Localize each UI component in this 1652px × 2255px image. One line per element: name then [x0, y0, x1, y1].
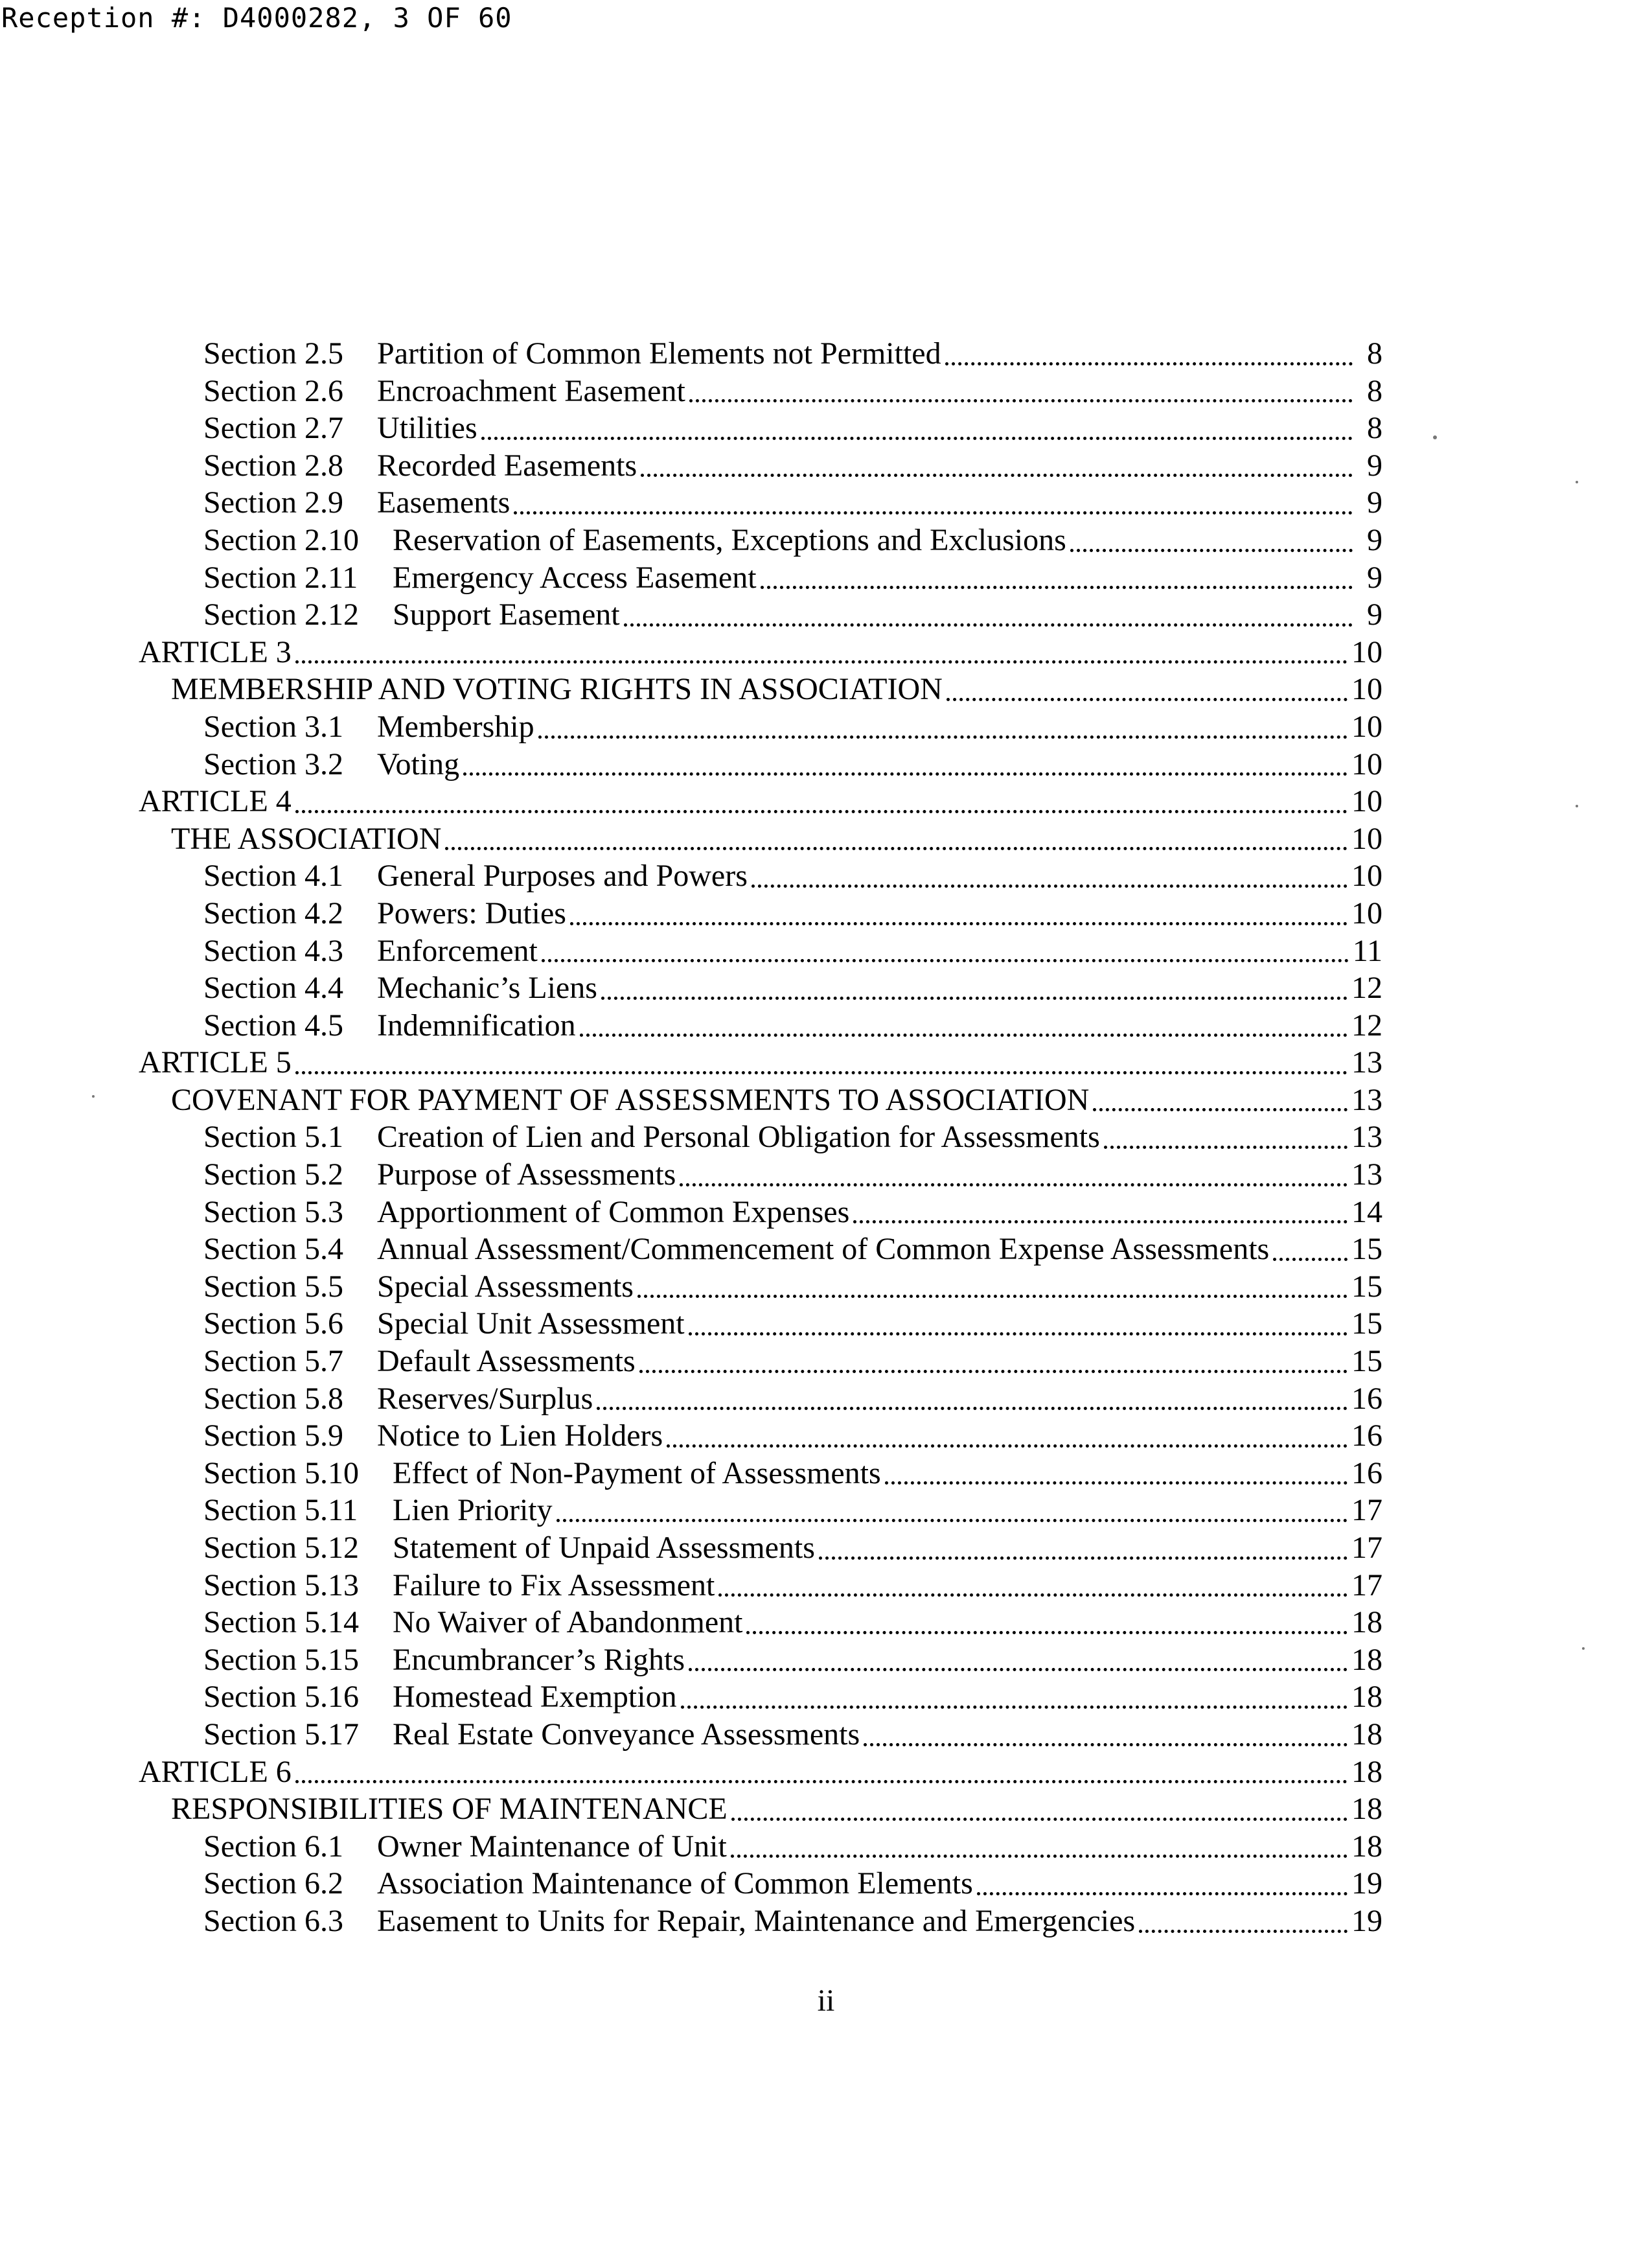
toc-section-number: Section 5.12 — [203, 1531, 359, 1565]
toc-entry-heading — [139, 1791, 1382, 1829]
toc-entry-section — [139, 1829, 1382, 1866]
toc-entry-title: RESPONSIBILITIES OF MAINTENANCE — [171, 1792, 728, 1827]
toc-page-number: 16 — [1351, 1455, 1382, 1490]
dot-leader — [689, 1668, 1348, 1671]
toc-section-number: Section 2.12 — [203, 597, 359, 632]
dot-leader — [946, 698, 1348, 701]
toc-page-number: 13 — [1351, 1045, 1382, 1080]
toc-section-number: Section 5.9 — [203, 1418, 343, 1453]
toc-section-number: Section 5.14 — [203, 1605, 359, 1640]
toc-page-number: 16 — [1351, 1418, 1382, 1453]
toc-page-number: 13 — [1351, 1082, 1382, 1117]
toc-page-number: 18 — [1351, 1680, 1382, 1715]
toc-page-number: 15 — [1351, 1306, 1382, 1341]
toc-section-number: Section 5.1 — [203, 1120, 343, 1155]
dot-leader — [624, 623, 1353, 627]
toc-section-number: Section 2.6 — [203, 373, 343, 408]
scan-speck — [1576, 805, 1578, 807]
toc-section-number: Section 2.8 — [203, 448, 343, 483]
toc-entry-title: Reserves/Surplus — [377, 1381, 593, 1416]
dot-leader — [1093, 1108, 1348, 1111]
toc-page-number: 13 — [1351, 1120, 1382, 1155]
toc-entry-title: Powers: Duties — [377, 896, 566, 931]
toc-page-number: 19 — [1351, 1903, 1382, 1938]
toc-entry-title: Default Assessments — [377, 1344, 636, 1379]
dot-leader — [819, 1556, 1348, 1560]
toc-section-number: Section 4.1 — [203, 859, 343, 894]
toc-entry-title: Encumbrancer’s Rights — [393, 1642, 685, 1677]
dot-leader — [1139, 1930, 1348, 1933]
toc-section-number: Section 5.10 — [203, 1455, 359, 1490]
dot-leader — [667, 1444, 1348, 1448]
toc-page-number: 9 — [1367, 597, 1382, 632]
toc-section-number: Section 4.3 — [203, 933, 343, 968]
toc-entry-title: Apportionment of Common Expenses — [377, 1194, 850, 1229]
toc-page-number: 9 — [1367, 560, 1382, 595]
dot-leader — [597, 1407, 1348, 1410]
toc-entry-section — [139, 1717, 1382, 1754]
scan-speck — [1433, 435, 1437, 439]
dot-leader — [689, 399, 1353, 402]
toc-entry-title: ARTICLE 3 — [139, 634, 292, 669]
toc-entry-section — [139, 1418, 1382, 1455]
dot-leader — [977, 1892, 1348, 1895]
toc-entry-section — [139, 709, 1382, 746]
toc-page-number: 17 — [1351, 1493, 1382, 1528]
toc-entry-section — [139, 1194, 1382, 1232]
dot-leader — [681, 1706, 1348, 1709]
dot-leader — [295, 1780, 1348, 1783]
dot-leader — [538, 735, 1348, 739]
toc-entry-section — [139, 597, 1382, 634]
toc-section-number: Section 5.3 — [203, 1194, 343, 1229]
toc-page-number: 18 — [1351, 1642, 1382, 1677]
toc-entry-section — [139, 1343, 1382, 1381]
toc-entry-title: Purpose of Assessments — [377, 1157, 676, 1192]
toc-section-number: Section 3.2 — [203, 746, 343, 781]
toc-entry-section — [139, 1269, 1382, 1306]
toc-entry-section — [139, 1530, 1382, 1567]
toc-entry-title: Homestead Exemption — [393, 1680, 677, 1715]
toc-page-number: 8 — [1367, 373, 1382, 408]
toc-entry-title: Mechanic’s Liens — [377, 971, 597, 1006]
toc-section-number: Section 5.11 — [203, 1493, 358, 1528]
dot-leader — [295, 1071, 1348, 1074]
dot-leader — [514, 511, 1353, 515]
toc-entry-title: Voting — [377, 746, 460, 781]
toc-page-number: 9 — [1367, 522, 1382, 557]
toc-page-number: 10 — [1351, 896, 1382, 931]
toc-page-number: 10 — [1351, 821, 1382, 856]
toc-entry-title: ARTICLE 4 — [139, 784, 292, 819]
toc-section-number: Section 5.13 — [203, 1567, 359, 1602]
toc-section-number: Section 3.1 — [203, 709, 343, 744]
toc-entry-section — [139, 560, 1382, 597]
dot-leader — [1104, 1146, 1348, 1149]
toc-section-number: Section 5.16 — [203, 1680, 359, 1715]
toc-entry-title: Association Maintenance of Common Elements — [377, 1866, 973, 1901]
toc-page-number: 17 — [1351, 1567, 1382, 1602]
page-number: ii — [817, 1983, 835, 2018]
toc-page-number: 18 — [1351, 1792, 1382, 1827]
dot-leader — [601, 997, 1348, 1000]
toc-page-number: 15 — [1351, 1269, 1382, 1304]
toc-entry-article — [139, 783, 1382, 821]
toc-entry-title: ARTICLE 6 — [139, 1754, 292, 1789]
toc-entry-section — [139, 485, 1382, 522]
dot-leader — [463, 772, 1348, 776]
toc-entry-heading — [139, 671, 1382, 709]
toc-entry-title: Real Estate Conveyance Assessments — [393, 1717, 860, 1752]
toc-page-number: 14 — [1351, 1194, 1382, 1229]
toc-page-number: 18 — [1351, 1754, 1382, 1789]
dot-leader — [542, 959, 1349, 962]
toc-entry-section — [139, 1492, 1382, 1530]
toc-section-number: Section 5.8 — [203, 1381, 343, 1416]
toc-entry-section — [139, 1157, 1382, 1194]
toc-entry-section — [139, 746, 1382, 784]
toc-entry-section — [139, 1455, 1382, 1493]
toc-page-number: 12 — [1351, 1008, 1382, 1043]
toc-entry-section — [139, 1008, 1382, 1045]
dot-leader — [864, 1743, 1348, 1746]
dot-leader — [637, 1295, 1348, 1298]
toc-entry-title: MEMBERSHIP AND VOTING RIGHTS IN ASSOCIATION — [171, 672, 943, 707]
toc-page-number: 10 — [1351, 859, 1382, 894]
toc-entry-title: Membership — [377, 709, 534, 744]
toc-entry-section — [139, 933, 1382, 971]
toc-entry-title: Encroachment Easement — [377, 373, 685, 408]
dot-leader — [718, 1593, 1348, 1597]
toc-entry-title: Notice to Lien Holders — [377, 1418, 663, 1453]
dot-leader — [731, 1855, 1348, 1858]
toc-entry-title: Partition of Common Elements not Permitted — [377, 336, 941, 371]
toc-page-number: 19 — [1351, 1866, 1382, 1901]
toc-entry-title: Failure to Fix Assessment — [393, 1567, 715, 1602]
toc-section-number: Section 6.3 — [203, 1903, 343, 1938]
toc-section-number: Section 5.2 — [203, 1157, 343, 1192]
dot-leader — [295, 660, 1348, 664]
dot-leader — [761, 586, 1353, 589]
dot-leader — [445, 847, 1348, 850]
toc-section-number: Section 2.9 — [203, 485, 343, 520]
toc-section-number: Section 5.6 — [203, 1306, 343, 1341]
toc-entry-title: No Waiver of Abandonment — [393, 1605, 743, 1640]
toc-entry-title: Statement of Unpaid Assessments — [393, 1531, 815, 1565]
toc-entry-section — [139, 448, 1382, 485]
toc-section-number: Section 2.5 — [203, 336, 343, 371]
toc-page-number: 11 — [1352, 933, 1382, 968]
toc-entry-title: General Purposes and Powers — [377, 859, 748, 894]
toc-entry-section — [139, 970, 1382, 1008]
toc-page-number: 10 — [1351, 634, 1382, 669]
toc-section-number: Section 6.1 — [203, 1829, 343, 1864]
toc-entry-section — [139, 896, 1382, 933]
dot-leader — [746, 1631, 1348, 1634]
scan-speck — [92, 1095, 95, 1098]
toc-page-number: 15 — [1351, 1232, 1382, 1267]
toc-section-number: Section 2.10 — [203, 522, 359, 557]
toc-entry-title: Recorded Easements — [377, 448, 637, 483]
dot-leader — [580, 1034, 1348, 1037]
toc-page-number: 9 — [1367, 448, 1382, 483]
dot-leader — [680, 1183, 1348, 1186]
dot-leader — [689, 1332, 1348, 1336]
toc-entry-title: THE ASSOCIATION — [171, 821, 442, 856]
table-of-contents — [139, 336, 1382, 1941]
toc-entry-section — [139, 1866, 1382, 1903]
dot-leader — [731, 1818, 1348, 1821]
toc-page-number: 10 — [1351, 784, 1382, 819]
dot-leader — [295, 810, 1348, 813]
toc-entry-title: Support Easement — [393, 597, 620, 632]
toc-entry-section — [139, 1119, 1382, 1157]
toc-entry-title: Emergency Access Easement — [393, 560, 757, 595]
toc-entry-section — [139, 1231, 1382, 1269]
toc-entry-article — [139, 1754, 1382, 1792]
toc-page-number: 10 — [1351, 709, 1382, 744]
toc-page-number: 18 — [1351, 1717, 1382, 1752]
toc-entry-title: Lien Priority — [393, 1493, 553, 1528]
toc-page-number: 15 — [1351, 1344, 1382, 1379]
toc-section-number: Section 4.4 — [203, 971, 343, 1006]
toc-entry-title: Reservation of Easements, Exceptions and Exclusions — [393, 522, 1066, 557]
toc-entry-section — [139, 1306, 1382, 1343]
toc-entry-title: Indemnification — [377, 1008, 576, 1043]
toc-page-number: 10 — [1351, 672, 1382, 707]
toc-entry-title: Special Assessments — [377, 1269, 634, 1304]
scan-speck — [1576, 481, 1578, 483]
dot-leader — [641, 474, 1353, 477]
toc-entry-section — [139, 1903, 1382, 1941]
toc-entry-title: Easement to Units for Repair, Maintenance and Emergencies — [377, 1903, 1136, 1938]
toc-section-number: Section 6.2 — [203, 1866, 343, 1901]
toc-entry-article — [139, 1045, 1382, 1082]
toc-page-number: 10 — [1351, 746, 1382, 781]
toc-entry-section — [139, 373, 1382, 411]
toc-entry-title: Utilities — [377, 411, 477, 446]
toc-entry-title: COVENANT FOR PAYMENT OF ASSESSMENTS TO ASSOCIATION — [171, 1082, 1090, 1117]
dot-leader — [853, 1220, 1348, 1223]
toc-section-number: Section 5.17 — [203, 1717, 359, 1752]
toc-section-number: Section 4.2 — [203, 896, 343, 931]
toc-page-number: 18 — [1351, 1605, 1382, 1640]
toc-entry-title: Effect of Non-Payment of Assessments — [393, 1455, 881, 1490]
toc-entry-title: Easements — [377, 485, 511, 520]
toc-entry-section — [139, 336, 1382, 373]
dot-leader — [885, 1481, 1348, 1485]
toc-page-number: 9 — [1367, 485, 1382, 520]
toc-entry-article — [139, 634, 1382, 672]
toc-entry-section — [139, 1679, 1382, 1717]
toc-section-number: Section 2.7 — [203, 411, 343, 446]
toc-section-number: Section 5.4 — [203, 1232, 343, 1267]
toc-entry-title: ARTICLE 5 — [139, 1045, 292, 1080]
toc-entry-section — [139, 410, 1382, 448]
toc-entry-title: Owner Maintenance of Unit — [377, 1829, 727, 1864]
dot-leader — [570, 922, 1348, 925]
toc-entry-title: Enforcement — [377, 933, 538, 968]
toc-entry-heading — [139, 821, 1382, 859]
toc-page-number: 12 — [1351, 971, 1382, 1006]
toc-entry-section — [139, 1381, 1382, 1418]
toc-page-number: 13 — [1351, 1157, 1382, 1192]
toc-entry-section — [139, 522, 1382, 560]
toc-page-number: 18 — [1351, 1829, 1382, 1864]
toc-section-number: Section 5.7 — [203, 1344, 343, 1379]
toc-page-number: 8 — [1367, 411, 1382, 446]
reception-header: Reception #: D4000282, 3 OF 60 — [1, 2, 512, 34]
toc-page-number: 8 — [1367, 336, 1382, 371]
toc-section-number: Section 4.5 — [203, 1008, 343, 1043]
toc-entry-section — [139, 1642, 1382, 1680]
toc-page-number: 16 — [1351, 1381, 1382, 1416]
toc-entry-section — [139, 1567, 1382, 1605]
toc-entry-title: Annual Assessment/Commencement of Common Expense Assessments — [377, 1232, 1270, 1267]
toc-section-number: Section 2.11 — [203, 560, 358, 595]
toc-entry-section — [139, 1604, 1382, 1642]
toc-entry-section — [139, 858, 1382, 896]
toc-entry-title: Creation of Lien and Personal Obligation for Assessments — [377, 1120, 1100, 1155]
toc-page-number: 17 — [1351, 1531, 1382, 1565]
dot-leader — [481, 437, 1353, 440]
toc-entry-title: Special Unit Assessment — [377, 1306, 685, 1341]
dot-leader — [1273, 1258, 1348, 1261]
dot-leader — [556, 1519, 1348, 1522]
toc-entry-heading — [139, 1082, 1382, 1120]
toc-section-number: Section 5.15 — [203, 1642, 359, 1677]
toc-section-number: Section 5.5 — [203, 1269, 343, 1304]
dot-leader — [751, 885, 1348, 888]
dot-leader — [639, 1370, 1348, 1373]
scan-speck — [1582, 1647, 1585, 1650]
dot-leader — [945, 362, 1353, 365]
dot-leader — [1070, 549, 1353, 552]
